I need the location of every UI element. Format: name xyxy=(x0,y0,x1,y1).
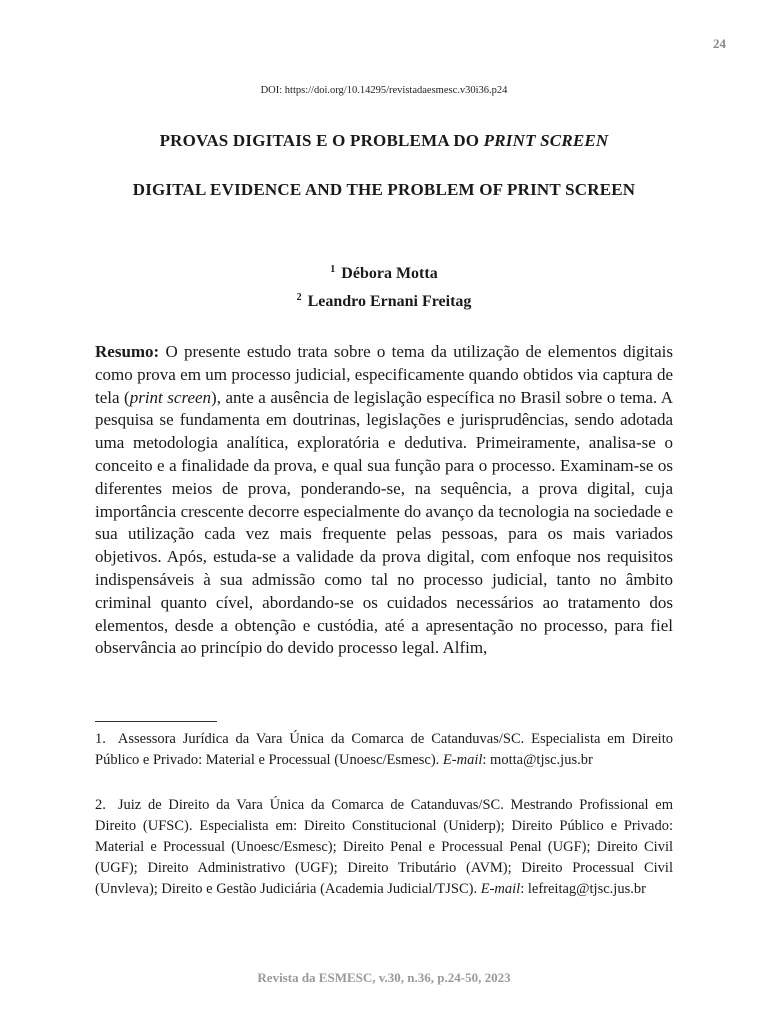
footnote-1-text: Assessora Jurídica da Vara Única da Comarca de Catanduvas/SC. Especialista em Direito Público e Privado: Material e Processual (Unoesc/Esmesc). xyxy=(95,731,673,768)
footnote-1-email[interactable]: : motta@tjsc.jus.br xyxy=(482,752,593,768)
author-1-name: Débora Motta xyxy=(341,265,438,282)
footnote-2-text: Juiz de Direito da Vara Única da Comarca de Catanduvas/SC. Mestrando Profissional em Direito (UFSC). Especialista em: Direito Constitucional (Uniderp); Direito Público e Privado: Material e Processual (Unoesc/Esmesc); Direito Penal e Processual Penal (UGF); Direito Civil (UGF); Direito Administrativo (UGF); Direito Tributário (AVM); Direito Processual Civil (Unvleva); Direito e Gestão Judiciária (Academia Judicial/TJSC). xyxy=(95,797,673,897)
title-portuguese-italic: PRINT SCREEN xyxy=(483,131,609,150)
footnote-2-email-label: E-mail xyxy=(480,881,521,897)
footnote-1-number: 1. xyxy=(95,731,106,747)
author-2-marker[interactable]: 2 xyxy=(296,292,302,303)
title-portuguese-main: PROVAS DIGITAIS E O PROBLEMA DO xyxy=(159,131,484,150)
footnote-divider xyxy=(95,721,217,722)
doi-link[interactable]: DOI: https://doi.org/10.14295/revistadaesmesc.v30i36.p24 xyxy=(260,85,508,96)
footnote-2-email[interactable]: : lefreitag@tjsc.jus.br xyxy=(520,881,646,897)
abstract-italic: print screen xyxy=(129,387,212,407)
journal-footer: Revista da ESMESC, v.30, n.36, p.24-50, 2023 xyxy=(257,970,511,985)
abstract-text-1: O presente estudo trata sobre o tema da utilização de elementos digitais como prova em um processo judicial, especificamente quando obtidos via captura de tela ( xyxy=(95,342,673,407)
abstract-text-2: ), ante a ausência de legislação específica no Brasil sobre o tema. A pesquisa se fundamenta em doutrinas, legislações e jurisprudências, sendo adotada uma metodologia analítica, exploratória e dedutiva. Primeiramente, analisa-se o conceito e a finalidade da prova, e qual sua função para o processo. Examinam-se os diferentes meios de prova, ponderando-se, na sequência, a prova digital, cuja importância crescente decorre especialmente do avanço da tecnologia na sociedade e sua utilização cada vez mais frequente pelas pessoas, para os mais variados objetivos. Após, estuda-se a validade da prova digital, com enfoque nos requisitos indispensáveis à sua admissão como tal no processo judicial, tanto no âmbito criminal quanto cível, abordando-se os cuidados necessários ao tratamento dos elementos, desde a obtenção e custódia, até a apresentação no processo, para fiel observância ao princípio do devido processo legal. Alfim, xyxy=(95,387,673,658)
author-list xyxy=(0,258,768,314)
abstract-label: Resumo: xyxy=(95,342,160,361)
abstract xyxy=(95,341,673,660)
footnote-2-number: 2. xyxy=(95,797,106,813)
page-number: 24 xyxy=(713,36,726,51)
author-1-marker[interactable]: 1 xyxy=(330,264,336,275)
author-2 xyxy=(0,286,768,314)
footnote-2 xyxy=(95,795,673,900)
footnote-1-email-label: E-mail xyxy=(442,752,483,768)
title-english: DIGITAL EVIDENCE AND THE PROBLEM OF PRINT SCREEN xyxy=(132,180,636,199)
title-portuguese xyxy=(80,131,688,151)
footnote-1 xyxy=(95,729,673,771)
author-1 xyxy=(0,258,768,286)
author-2-name: Leandro Ernani Freitag xyxy=(307,293,472,310)
